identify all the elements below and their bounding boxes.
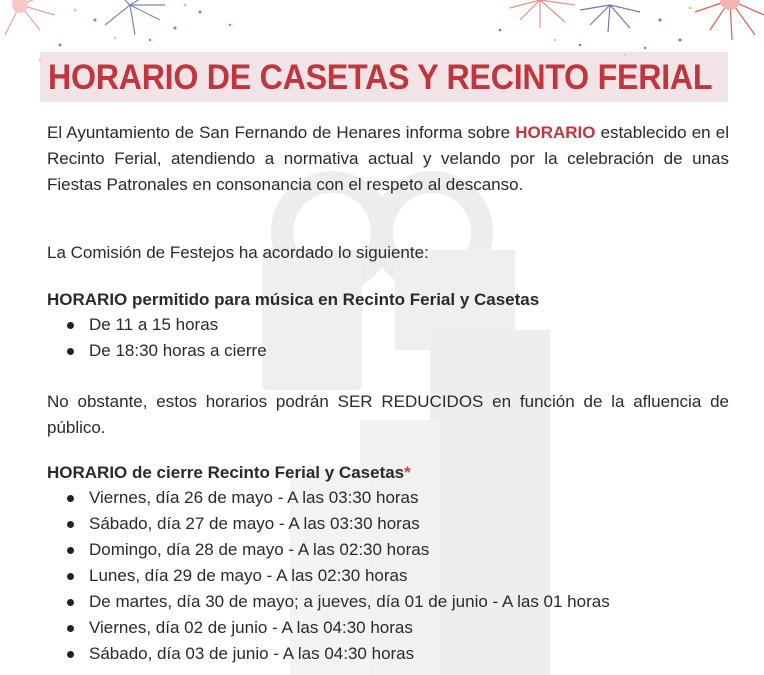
list-item: Lunes, día 29 de mayo - A las 02:30 horas <box>47 563 610 589</box>
list-item: Domingo, día 28 de mayo - A las 02:30 horas <box>47 537 610 563</box>
intro-text-end: establecido en el Recinto Ferial, atendiendo a normativa actual y velando por la celebración de unas Fiestas Patronales en consonancia con el respeto al descanso. <box>47 123 729 194</box>
intro-highlight: HORARIO <box>515 123 596 142</box>
bullet-icon <box>67 651 74 658</box>
list-item: Viernes, día 26 de mayo - A las 03:30 horas <box>47 485 610 511</box>
closing-schedule-list <box>47 485 610 667</box>
intro-paragraph <box>47 120 729 198</box>
intro-text-start: El Ayuntamiento de San Fernando de Henares informa sobre <box>47 123 516 142</box>
closing-schedule-heading: HORARIO de cierre Recinto Ferial y Casetas* <box>47 463 411 482</box>
asterisk-mark: * <box>404 463 411 482</box>
bullet-icon <box>67 625 74 632</box>
bullet-icon <box>67 521 74 528</box>
bullet-icon <box>67 547 74 554</box>
list-item: De 11 a 15 horas <box>47 312 267 338</box>
music-schedule-list <box>47 312 267 364</box>
list-item: Sábado, día 27 de mayo - A las 03:30 horas <box>47 511 610 537</box>
list-item: Sábado, día 03 de junio - A las 04:30 horas <box>47 641 610 667</box>
list-item: De 18:30 horas a cierre <box>47 338 267 364</box>
notice-paragraph: No obstante, estos horarios podrán SER REDUCIDOS en función de la afluencia de público. <box>47 392 729 437</box>
bullet-icon <box>67 348 74 355</box>
bullet-icon <box>67 322 74 329</box>
commission-paragraph: La Comisión de Festejos ha acordado lo siguiente: <box>47 243 429 262</box>
bullet-icon <box>67 599 74 606</box>
list-item: De martes, día 30 de mayo; a jueves, día 01 de junio - A las 01 horas <box>47 589 610 615</box>
list-item: Viernes, día 02 de junio - A las 04:30 horas <box>47 615 610 641</box>
music-schedule-heading: HORARIO permitido para música en Recinto Ferial y Casetas <box>47 290 540 309</box>
bullet-icon <box>67 495 74 502</box>
bullet-icon <box>67 573 74 580</box>
page-title: HORARIO DE CASETAS Y RECINTO FERIAL <box>48 58 713 97</box>
